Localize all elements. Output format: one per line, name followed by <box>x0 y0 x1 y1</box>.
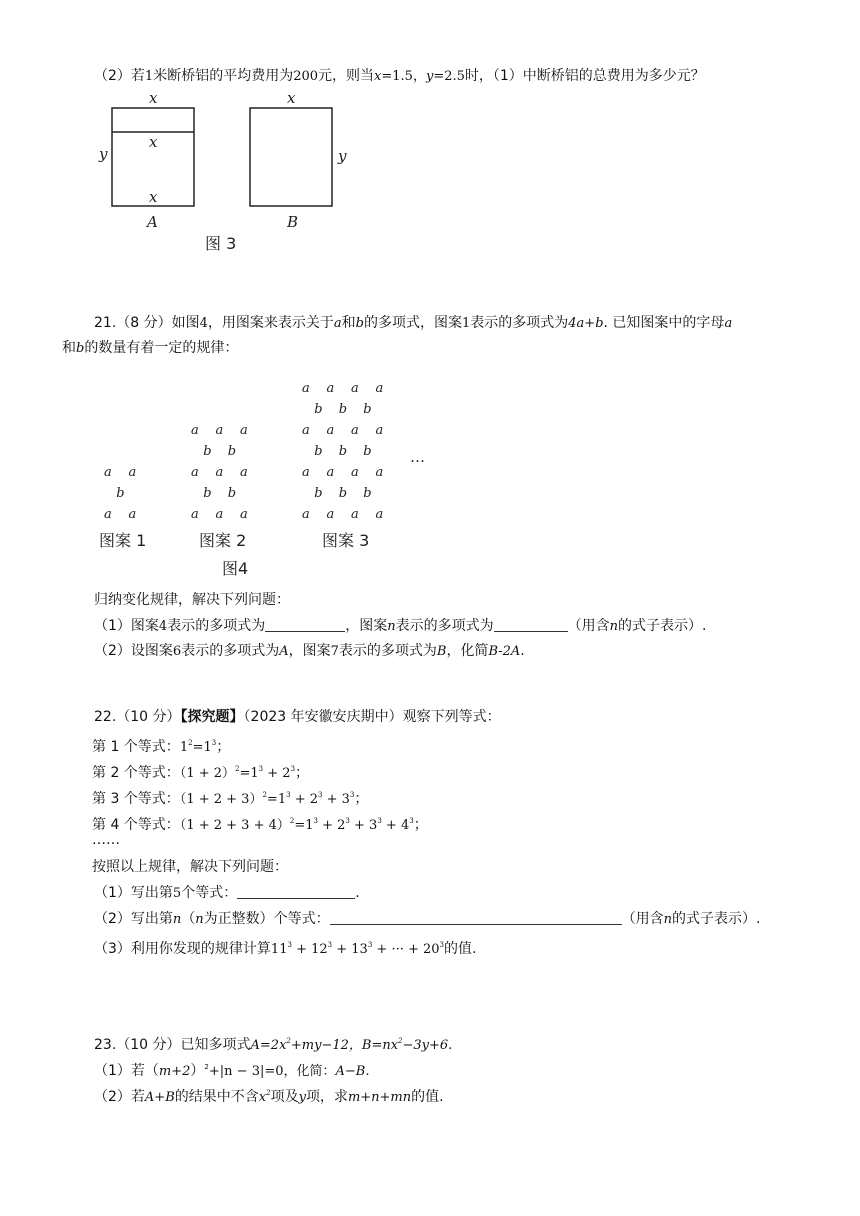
pattern-3-letter-a: a <box>375 507 384 522</box>
q21-sub1-blank-2[interactable] <box>494 617 568 632</box>
q23-sub1-b: ） <box>190 1063 205 1079</box>
pattern-3-letter-b: b <box>363 402 372 417</box>
q22-sub2-c: 为正整数）个等式： <box>203 911 330 927</box>
fig3-label-y-b: y <box>338 147 347 165</box>
q23-title <box>94 1031 452 1056</box>
q21-sub2-expr: B-2A <box>488 644 521 659</box>
q21-sub2-e: ，化简 <box>446 643 489 659</box>
q20-text-3: 元，则当 <box>318 68 375 84</box>
q21-var-b-2: b <box>76 341 85 356</box>
pattern-3-letter-a: a <box>351 423 359 438</box>
pattern-3-letter-a: a <box>351 507 359 522</box>
exp: 3 <box>409 817 414 825</box>
q22-eq3: 第 3 个等式：$(1 + 2 + 3)^2=1^3 + 2^3 + 3^3$； <box>92 791 369 807</box>
q23-sub1-expr: A−B. <box>335 1064 370 1079</box>
q22-sub3 <box>94 935 476 960</box>
pattern-3-letter-b: b <box>314 486 323 501</box>
q21-sub2-a: （2）设图案 <box>94 643 173 659</box>
q23-sub2-x2 <box>259 1090 271 1105</box>
pattern-3-letter-a: a <box>326 381 335 396</box>
rect-b <box>250 108 332 206</box>
q21-sub2-num-7: 7 <box>330 644 339 659</box>
pattern-3-letter-a: a <box>326 423 335 438</box>
pattern-3-letter-a: a <box>326 507 335 522</box>
q23-sub2-d: 项，求 <box>305 1089 348 1105</box>
exp: 3 <box>318 791 323 799</box>
exp: 3 <box>313 817 318 825</box>
fig3-label-x-a-top: x <box>149 89 158 107</box>
q21-text-b: ，用图案来表示关于 <box>207 315 334 331</box>
q22-sub1-end: . <box>355 885 360 901</box>
pattern-2-letter-a: a <box>240 423 248 438</box>
q21-text-h: 的数量有着一定的规律： <box>84 340 239 356</box>
pattern-2-letter-a: a <box>240 465 248 480</box>
q21-text-c: 和 <box>341 315 356 331</box>
fig3-label-y-a: y <box>99 145 108 163</box>
q22-sub1-blank[interactable] <box>237 884 355 899</box>
q22-sub1-a: （1）写出第 <box>94 885 173 901</box>
q20-eq-x: =1.5， <box>381 69 426 84</box>
fig4-caption: 图4 <box>222 559 249 576</box>
q21-sub2-var-a: A <box>279 644 289 659</box>
q21-sub1-blank-1[interactable] <box>265 617 345 632</box>
fig3-label-x-b-top: x <box>287 89 296 107</box>
q23-sub2-x: x <box>258 1090 267 1105</box>
q23-poly-a-2: +my−12， <box>290 1038 362 1053</box>
q22-sub3-a: （3）利用你发现的规律计算 <box>94 941 271 957</box>
q22-sub2-d: （用含 <box>621 911 664 927</box>
q20-eq-y: =2.5 <box>433 69 465 84</box>
q20-part2-text <box>94 66 705 87</box>
pattern-2-letter-b: b <box>203 444 212 459</box>
q21-sub1-b: 表示的多项式为 <box>167 618 266 634</box>
pattern-2-letter-a: a <box>215 507 224 522</box>
q21-text-e: 表示的多项式为 <box>470 315 569 331</box>
q23-sub2-b: 的结果中不含 <box>174 1089 259 1105</box>
q20-text-2: 米断桥铝的平均费用为 <box>153 68 294 84</box>
q23-sub1 <box>94 1057 369 1082</box>
q21-sub1-f: 的式子表示）. <box>617 618 707 634</box>
q22-title <box>94 707 501 727</box>
exp: 2 <box>204 1063 209 1071</box>
pattern-3-letter-a: a <box>351 465 359 480</box>
q22-sub2-var-n-3: n <box>663 912 673 927</box>
q21-num-4: 4 <box>199 316 208 331</box>
q22-eq1-body: $1^2=1^3$ <box>179 739 217 755</box>
q22-sub2-blank[interactable] <box>330 910 622 925</box>
q21-line1 <box>94 313 732 334</box>
exp: 3 <box>286 791 291 799</box>
q22-sub2-b: （ <box>181 911 196 927</box>
pattern-3-letter-a: a <box>302 507 310 522</box>
q22-eq2-label: 第 2 个等式： <box>92 765 180 781</box>
q23-poly-b <box>362 1038 452 1053</box>
q21-sub2-f: . <box>520 643 525 659</box>
q23-title-a: 23.（10 分）已知多项式 <box>94 1037 251 1053</box>
q23-sub2-e: 的值. <box>411 1089 444 1105</box>
exp: 2 <box>262 791 267 799</box>
q21-var-b: b <box>355 316 364 331</box>
q21-sub1 <box>94 616 706 637</box>
q23-sub2-c: 项及 <box>270 1089 299 1105</box>
q20-var-y: y <box>425 69 434 84</box>
q23-poly-b-2: −3y+6. <box>402 1038 453 1053</box>
q21-var-a: a <box>333 316 342 331</box>
pattern-3-letter-b: b <box>363 486 372 501</box>
pattern-3-letter-b: b <box>314 402 323 417</box>
q21-sub1-a: （1）图案 <box>94 618 159 634</box>
q20-text-4: 时，（1）中断桥铝的总费用为多少元？ <box>464 68 705 84</box>
q23-sub2-expr: A+B <box>144 1090 175 1105</box>
pattern-3-letter-a: a <box>302 381 310 396</box>
q21-sub2-num-6: 6 <box>172 644 182 659</box>
fig3-label-a: A <box>147 213 158 231</box>
q23-poly-a-1: A=2x <box>250 1038 287 1053</box>
fig3-label-x-a-bottom: x <box>149 188 158 206</box>
pattern-2-letter-a: a <box>240 507 248 522</box>
q22-intro: 按照以上规律，解决下列问题： <box>92 859 288 875</box>
pattern-3-letter-a: a <box>302 423 310 438</box>
q20-var-x: x <box>374 69 382 84</box>
pattern-2-letter-a: a <box>191 507 199 522</box>
pattern-3-letter-a: a <box>351 381 359 396</box>
exp: 2 <box>286 1037 291 1045</box>
pattern-3-letter-b: b <box>338 486 348 501</box>
q23-sub2-y: y <box>298 1090 306 1105</box>
pattern-3-letter-a: a <box>302 465 310 480</box>
exp: 2 <box>289 817 295 825</box>
q22-sub2-var-n: n <box>172 912 182 927</box>
exp: 3 <box>377 817 382 825</box>
pattern-3-letter-b: b <box>338 444 348 459</box>
q23-poly-b-1: B=nx <box>361 1038 399 1053</box>
q22-eq2-lhs: （1 + 2） <box>179 766 236 781</box>
pattern-2-letter-b: b <box>227 444 237 459</box>
q21-sub1-var-n: n <box>387 619 396 634</box>
exp: 3 <box>287 941 292 949</box>
q23-sub1-m: m+2 <box>158 1064 191 1079</box>
q22-eq1: 第 1 个等式：$1^2=1^3$； <box>92 739 231 755</box>
q21-sub1-c: ，图案 <box>345 618 388 634</box>
q21-sub2-var-b: B <box>436 644 447 659</box>
exp: 2 <box>266 1089 271 1097</box>
fig3-label-x-a-mid: x <box>149 133 158 151</box>
q22-sub3-first: 11 <box>270 942 288 957</box>
q21-sub2 <box>94 641 525 662</box>
exp: 3 <box>367 941 373 949</box>
q21-num-1: 1 <box>462 316 471 331</box>
pattern-1-letter-a: a <box>128 465 137 480</box>
q22-eq4: 第 4 个等式：$(1 + 2 + 3 + 4)^2=1^3 + 2^3 + 3^3 + 4^3$； <box>92 817 428 833</box>
pattern-2-letter-a: a <box>215 465 224 480</box>
q22-eq2: 第 2 个等式：$(1 + 2)^2=1^3 + 2^3$； <box>92 765 310 781</box>
q23-sub2 <box>94 1083 444 1108</box>
fig3-label-b: B <box>287 213 299 231</box>
q23-sub1-c: +|n − 3|=0，化简： <box>208 1064 336 1079</box>
q23-sub1-a: （1）若（ <box>94 1063 159 1079</box>
q23-poly-a <box>251 1038 362 1053</box>
q21-text-a: 21.（8 分）如图 <box>94 315 200 331</box>
exp: 3 <box>290 765 296 773</box>
q22-eq4-label: 第 4 个等式： <box>92 817 180 833</box>
exp: 3 <box>258 765 264 773</box>
q22-eq4-body: $(1 + 2 + 3 + 4)^2=1^3 + 2^3 + 3^3 + 4^3$ <box>179 817 414 833</box>
q22-eq3-label: 第 3 个等式： <box>92 791 180 807</box>
q22-eq2-body: $(1 + 2)^2=1^3 + 2^3$ <box>179 765 296 781</box>
q21-sub2-c: ，图案 <box>288 643 331 659</box>
q21-text-d: 的多项式，图案 <box>364 315 462 331</box>
q20-num-1: 1 <box>144 69 154 84</box>
q21-text-f: . 已知图案中的字母 <box>603 315 725 331</box>
pattern-1-letter-a: a <box>104 507 112 522</box>
pattern-1-letter-a: a <box>128 507 137 522</box>
pattern-2-caption: 图案 2 <box>199 531 247 550</box>
q22-eq4-lhs: （1 + 2 + 3 + 4） <box>179 818 290 833</box>
q22-title-tag: 【探究题】 <box>180 709 244 725</box>
q22-sub1-num: 5 <box>172 886 182 901</box>
pattern-2-letter-b: b <box>203 486 212 501</box>
pattern-letters <box>104 381 383 522</box>
exp: 3 <box>211 739 217 747</box>
pattern-2-letter-b: b <box>227 486 237 501</box>
q21-sub2-b: 表示的多项式为 <box>181 643 280 659</box>
q22-eq3-body: $(1 + 2 + 3)^2=1^3 + 2^3 + 3^3$ <box>179 791 355 807</box>
figure-3 <box>90 86 390 256</box>
ellipsis: … <box>410 448 425 466</box>
q22-sub2-var-n-2: n <box>195 912 204 927</box>
q21-text-g: 和 <box>62 340 76 356</box>
exp: 2 <box>235 765 240 773</box>
q20-num-200: 200 <box>293 69 319 84</box>
pattern-3-letter-b: b <box>363 444 372 459</box>
q22-eq1-label: 第 1 个等式： <box>92 739 180 755</box>
q21-line2 <box>62 338 238 359</box>
pattern-2-letter-a: a <box>191 423 199 438</box>
q21-poly: 4a+b <box>568 316 604 331</box>
q21-sub1-d: 表示的多项式为 <box>395 618 494 634</box>
q22-sub3-expr: $11^3 + 12^3 + 13^3$ + ··· + $20^3$ <box>270 941 445 957</box>
q22-sub3-b: 的值. <box>444 941 477 957</box>
pattern-2-letter-a: a <box>191 465 199 480</box>
q21-intro: 归纳变化规律，解决下列问题： <box>94 592 290 608</box>
q22-sub1-b: 个等式： <box>181 885 238 901</box>
pattern-3-letter-b: b <box>338 402 348 417</box>
q21-sub2-d: 表示的多项式为 <box>338 643 437 659</box>
pattern-3-letter-a: a <box>326 465 335 480</box>
figure-4 <box>94 376 474 576</box>
pattern-3-letter-b: b <box>314 444 323 459</box>
exp: 3 <box>327 941 333 949</box>
q22-sub2-e: 的式子表示）. <box>672 911 761 927</box>
q22-title-a: 22.（10 分） <box>94 709 181 725</box>
q22-eq3-lhs: （1 + 2 + 3） <box>179 792 263 807</box>
q20-text-1: （2）若 <box>94 68 145 84</box>
q22-sub2-a: （2）写出第 <box>94 911 173 927</box>
pattern-3-caption: 图案 3 <box>322 531 370 550</box>
q21-sub1-e: （用含 <box>567 618 610 634</box>
exp: 3 <box>345 817 350 825</box>
q21-var-a-2: a <box>724 316 733 331</box>
pattern-1-letter-b: b <box>116 486 125 501</box>
q23-sub2-expr2: m+n+mn <box>347 1090 412 1105</box>
exp: 3 <box>349 791 355 799</box>
pattern-2-letter-a: a <box>215 423 224 438</box>
fig3-caption: 图 3 <box>205 234 237 253</box>
pattern-3-letter-a: a <box>375 381 384 396</box>
exp: 3 <box>439 941 445 949</box>
q21-sub1-var-n-2: n <box>609 619 618 634</box>
exp: 2 <box>188 739 193 747</box>
pattern-1-letter-a: a <box>104 465 112 480</box>
q22-sub2 <box>94 909 761 930</box>
pattern-3-letter-a: a <box>375 465 384 480</box>
q21-sub1-num: 4 <box>158 619 168 634</box>
q22-title-c: （2023 年安徽安庆期中）观察下列等式： <box>243 709 501 725</box>
q22-dots: …… <box>92 832 120 848</box>
exp: 2 <box>398 1037 403 1045</box>
pattern-1-caption: 图案 1 <box>99 531 147 550</box>
q23-sub2-a: （2）若 <box>94 1089 145 1105</box>
q22-sub1 <box>94 883 360 904</box>
q22-eq1-base: 1 <box>179 740 189 755</box>
pattern-3-letter-a: a <box>375 423 384 438</box>
